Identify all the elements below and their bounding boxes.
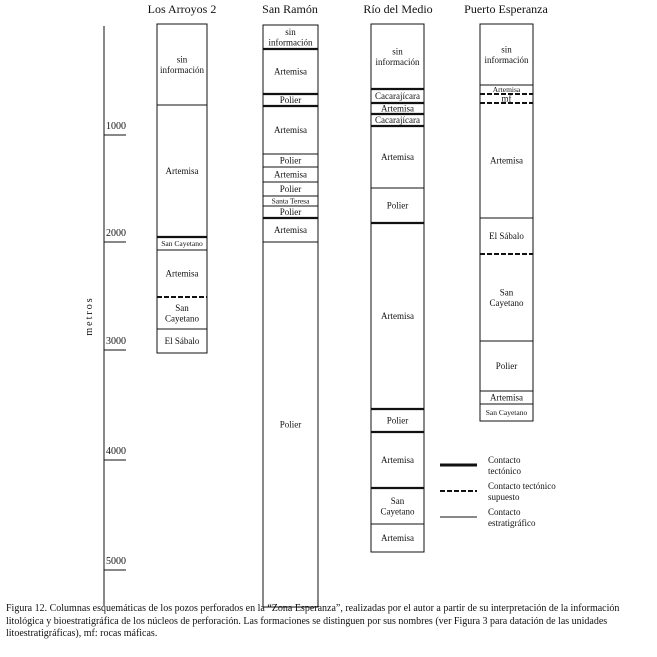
legend-label: estratigráfico — [488, 518, 536, 528]
unit-label: Artemisa — [381, 152, 414, 163]
unit-label: Cacarajícara — [375, 115, 420, 126]
unit-label: San Cayetano — [485, 408, 528, 418]
unit-label: Artemisa — [274, 169, 307, 180]
unit-label: El Sábalo — [489, 231, 524, 242]
unit-label: Cacarajícara — [375, 91, 420, 102]
unit-label: sin — [285, 26, 296, 37]
unit-label: sin — [392, 46, 403, 57]
unit-label: San — [390, 495, 405, 506]
unit-label: San — [175, 302, 189, 313]
unit-label: Polier — [386, 415, 409, 426]
unit-label: Polier — [279, 95, 302, 106]
unit-label: Polier — [386, 200, 409, 211]
well-column — [263, 25, 318, 607]
unit-label: San Cayetano — [161, 239, 203, 249]
unit-label: Polier — [279, 207, 302, 218]
axis-label: metros — [84, 296, 95, 336]
legend-label: supuesto — [488, 492, 520, 502]
unit-label: información — [268, 37, 313, 48]
unit-label: información — [484, 54, 529, 65]
figure-caption: Figura 12. Columnas esquemáticas de los pozos perforados en la “Zona Esperanza”, realizadas por el autor a partir de su interpretación de la información litológica y bioestratigráfica de los núcleos de perforación. Las formaciones se distinguen por sus nombres (ver Figura 3 para datación de las unidades litoestratigráficas), mf: rocas máficas. — [6, 603, 620, 639]
unit-label: Cayetano — [380, 506, 415, 517]
unit-label: sin — [176, 54, 188, 65]
unit-label: Artemisa — [274, 66, 307, 77]
unit-label: mf — [501, 93, 512, 104]
unit-label: Polier — [279, 419, 302, 430]
unit-label: Cayetano — [165, 313, 199, 324]
unit-label: información — [375, 56, 420, 67]
legend-label: Contacto — [488, 507, 521, 517]
unit-label: Polier — [279, 155, 302, 166]
unit-label: El Sábalo — [164, 336, 200, 347]
unit-label: Artemisa — [165, 166, 199, 177]
unit-label: Artemisa — [490, 155, 523, 166]
legend-label: Contacto tectónico — [488, 481, 556, 491]
axis-tick-label: 3000 — [106, 336, 126, 347]
unit-label: Artemisa — [381, 455, 414, 466]
unit-label: Santa Teresa — [271, 196, 310, 206]
well-title: Puerto Esperanza — [464, 2, 548, 16]
well-title: Los Arroyos 2 — [147, 2, 217, 16]
unit-label: sin — [501, 44, 512, 55]
legend-label: Contacto — [488, 455, 521, 465]
legend-label: tectónico — [488, 466, 521, 476]
unit-label: Artemisa — [381, 103, 414, 114]
unit-label: Polier — [279, 184, 302, 195]
unit-label: San — [499, 287, 514, 298]
axis-tick-label: 4000 — [106, 446, 126, 457]
unit-label: Artemisa — [274, 125, 307, 136]
well-title: San Ramón — [262, 2, 318, 16]
axis-tick-label: 5000 — [106, 556, 126, 567]
unit-label: Artemisa — [492, 85, 521, 95]
unit-label: Artemisa — [490, 392, 523, 403]
unit-label: Artemisa — [381, 311, 414, 322]
axis-tick-label: 2000 — [106, 228, 126, 239]
unit-label: información — [160, 64, 204, 75]
unit-label: Cayetano — [489, 297, 524, 308]
unit-label: Artemisa — [165, 268, 199, 279]
axis-tick-label: 1000 — [106, 121, 126, 132]
unit-label: Polier — [495, 361, 518, 372]
unit-label: Artemisa — [381, 533, 414, 544]
unit-label: Artemisa — [274, 225, 307, 236]
well-title: Río del Medio — [363, 2, 433, 16]
